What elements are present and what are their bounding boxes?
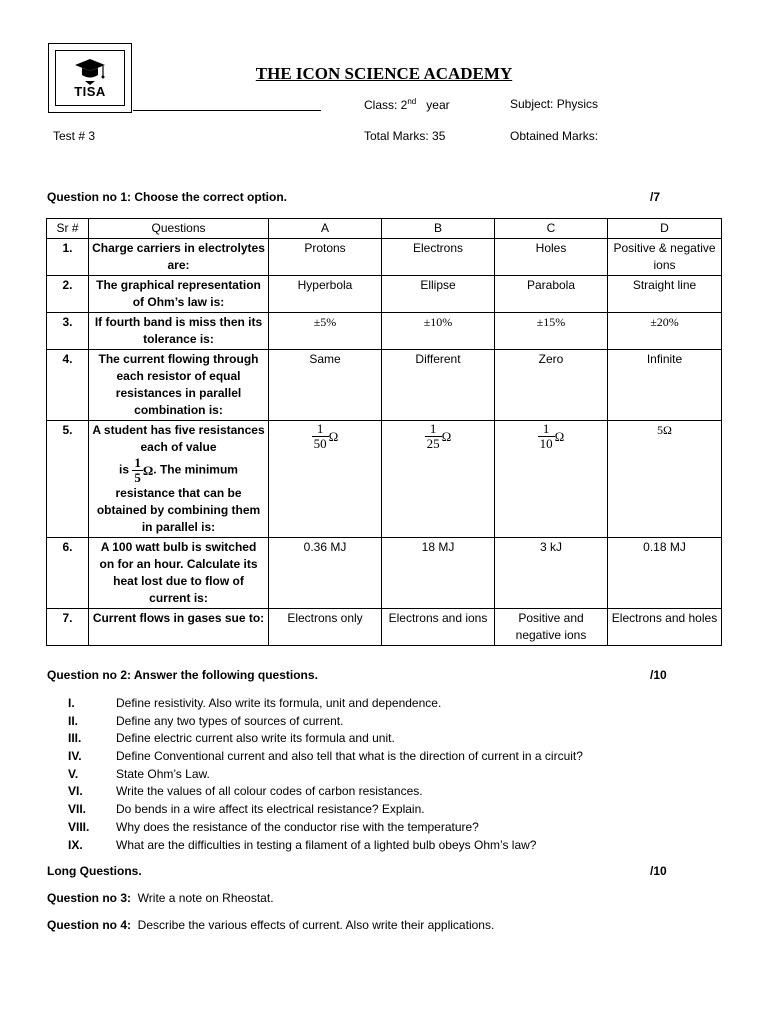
question-text: A 100 watt bulb is switched on for an hour. Calculate its heat lost due to flow of current is: [89, 538, 269, 609]
table-row [47, 350, 722, 421]
option-c: Holes [495, 239, 608, 276]
q2-marks: /10 [650, 668, 667, 682]
short-questions-list [68, 695, 708, 854]
option-c: Parabola [495, 276, 608, 313]
question-text: The current flowing through each resistor of equal resistances in parallel combination is: [89, 350, 269, 421]
table-row [47, 313, 722, 350]
question-text: The graphical representation of Ohm’s law is: [89, 276, 269, 313]
list-item: IV. Define Conventional current and also tell that what is the direction of current in a circuit? [68, 749, 583, 764]
list-item: VI. Write the values of all colour codes of carbon resistances. [68, 784, 423, 799]
table-row [47, 609, 722, 646]
option-a: 0.36 MJ [269, 538, 382, 609]
option-a: ±5% [269, 313, 382, 350]
option-a: Hyperbola [269, 276, 382, 313]
question-text: A student has five resistances each of value is $\frac{1}{5}$ Ω. The minimum resistance that can be obtained by combining them in parallel is: [89, 421, 269, 538]
col-sr: Sr # [47, 219, 89, 239]
class-field: Class: 2nd year [364, 97, 450, 112]
fraction: $\frac{1}{25}$ [426, 421, 440, 451]
list-item: IX. What are the difficulties in testing a filament of a lighted bulb obeys Ohm’s law? [68, 837, 537, 852]
row-number: 2. [47, 276, 89, 313]
fraction: $\frac{1}{10}$ [539, 421, 553, 451]
option-d: ±20% [608, 313, 722, 350]
total-marks: Total Marks: 35 [364, 129, 446, 143]
option-d: Electrons and holes [608, 609, 722, 646]
option-a: Electrons only [269, 609, 382, 646]
col-b: B [382, 219, 495, 239]
option-c: ±15% [495, 313, 608, 350]
option-a: $\frac{1}{50}$ Ω [269, 421, 382, 538]
option-b: Electrons [382, 239, 495, 276]
option-c: Positive and negative ions [495, 609, 608, 646]
option-d: 5Ω [608, 421, 722, 538]
col-d: D [608, 219, 722, 239]
question-3: Question no 3: Write a note on Rheostat. [47, 891, 274, 905]
question-text: If fourth band is miss then its tolerance is: [89, 313, 269, 350]
table-row [47, 276, 722, 313]
question-4: Question no 4: Describe the various effects of current. Also write their applications. [47, 918, 495, 932]
option-b: Different [382, 350, 495, 421]
list-item: VII. Do bends in a wire affect its electrical resistance? Explain. [68, 802, 425, 817]
logo-text: TISA [74, 84, 106, 99]
q2-heading: Question no 2: Answer the following questions. /10 [47, 668, 667, 682]
option-c: $\frac{1}{10}$ Ω [495, 421, 608, 538]
col-questions: Questions [89, 219, 269, 239]
option-a: Protons [269, 239, 382, 276]
name-blank-line [133, 110, 321, 111]
col-c: C [495, 219, 608, 239]
question-text: Charge carriers in electrolytes are: [89, 239, 269, 276]
row-number: 7. [47, 609, 89, 646]
row-number: 3. [47, 313, 89, 350]
table-header-row [47, 219, 722, 239]
option-a: Same [269, 350, 382, 421]
list-item: V. State Ohm’s Law. [68, 766, 210, 781]
question-text: Current flows in gases sue to: [89, 609, 269, 646]
fraction: $\frac{1}{5}$ [134, 455, 141, 485]
fraction: $\frac{1}{50}$ [313, 421, 327, 451]
list-item: III. Define electric current also write its formula and unit. [68, 731, 395, 746]
row-number: 4. [47, 350, 89, 421]
col-a: A [269, 219, 382, 239]
option-b: Electrons and ions [382, 609, 495, 646]
academy-title: THE ICON SCIENCE ACADEMY [255, 64, 513, 83]
subject-field: Subject: Physics [510, 97, 599, 111]
option-b: $\frac{1}{25}$ Ω [382, 421, 495, 538]
long-marks: /10 [650, 864, 667, 878]
option-b: 18 MJ [382, 538, 495, 609]
table-row [47, 538, 722, 609]
list-item: II. Define any two types of sources of current. [68, 713, 344, 728]
obtained-marks: Obtained Marks: [510, 129, 599, 143]
row-number: 1. [47, 239, 89, 276]
q1-marks: /7 [650, 190, 661, 204]
option-c: 3 kJ [495, 538, 608, 609]
option-d: 0.18 MJ [608, 538, 722, 609]
option-d: Straight line [608, 276, 722, 313]
option-c: Zero [495, 350, 608, 421]
table-row [47, 421, 722, 538]
option-d: Positive & negative ions [608, 239, 722, 276]
q1-heading: Question no 1: Choose the correct option. /7 [47, 190, 661, 204]
table-row [47, 239, 722, 276]
option-b: ±10% [382, 313, 495, 350]
row-number: 6. [47, 538, 89, 609]
option-b: Ellipse [382, 276, 495, 313]
long-questions-heading: Long Questions. /10 [47, 864, 667, 878]
mcq-table [46, 218, 722, 646]
row-number: 5. [47, 421, 89, 538]
list-item: VIII. Why does the resistance of the conductor rise with the temperature? [68, 819, 479, 834]
option-d: Infinite [608, 350, 722, 421]
test-number: Test # 3 [53, 129, 96, 143]
list-item: I. Define resistivity. Also write its formula, unit and dependence. [68, 696, 442, 710]
